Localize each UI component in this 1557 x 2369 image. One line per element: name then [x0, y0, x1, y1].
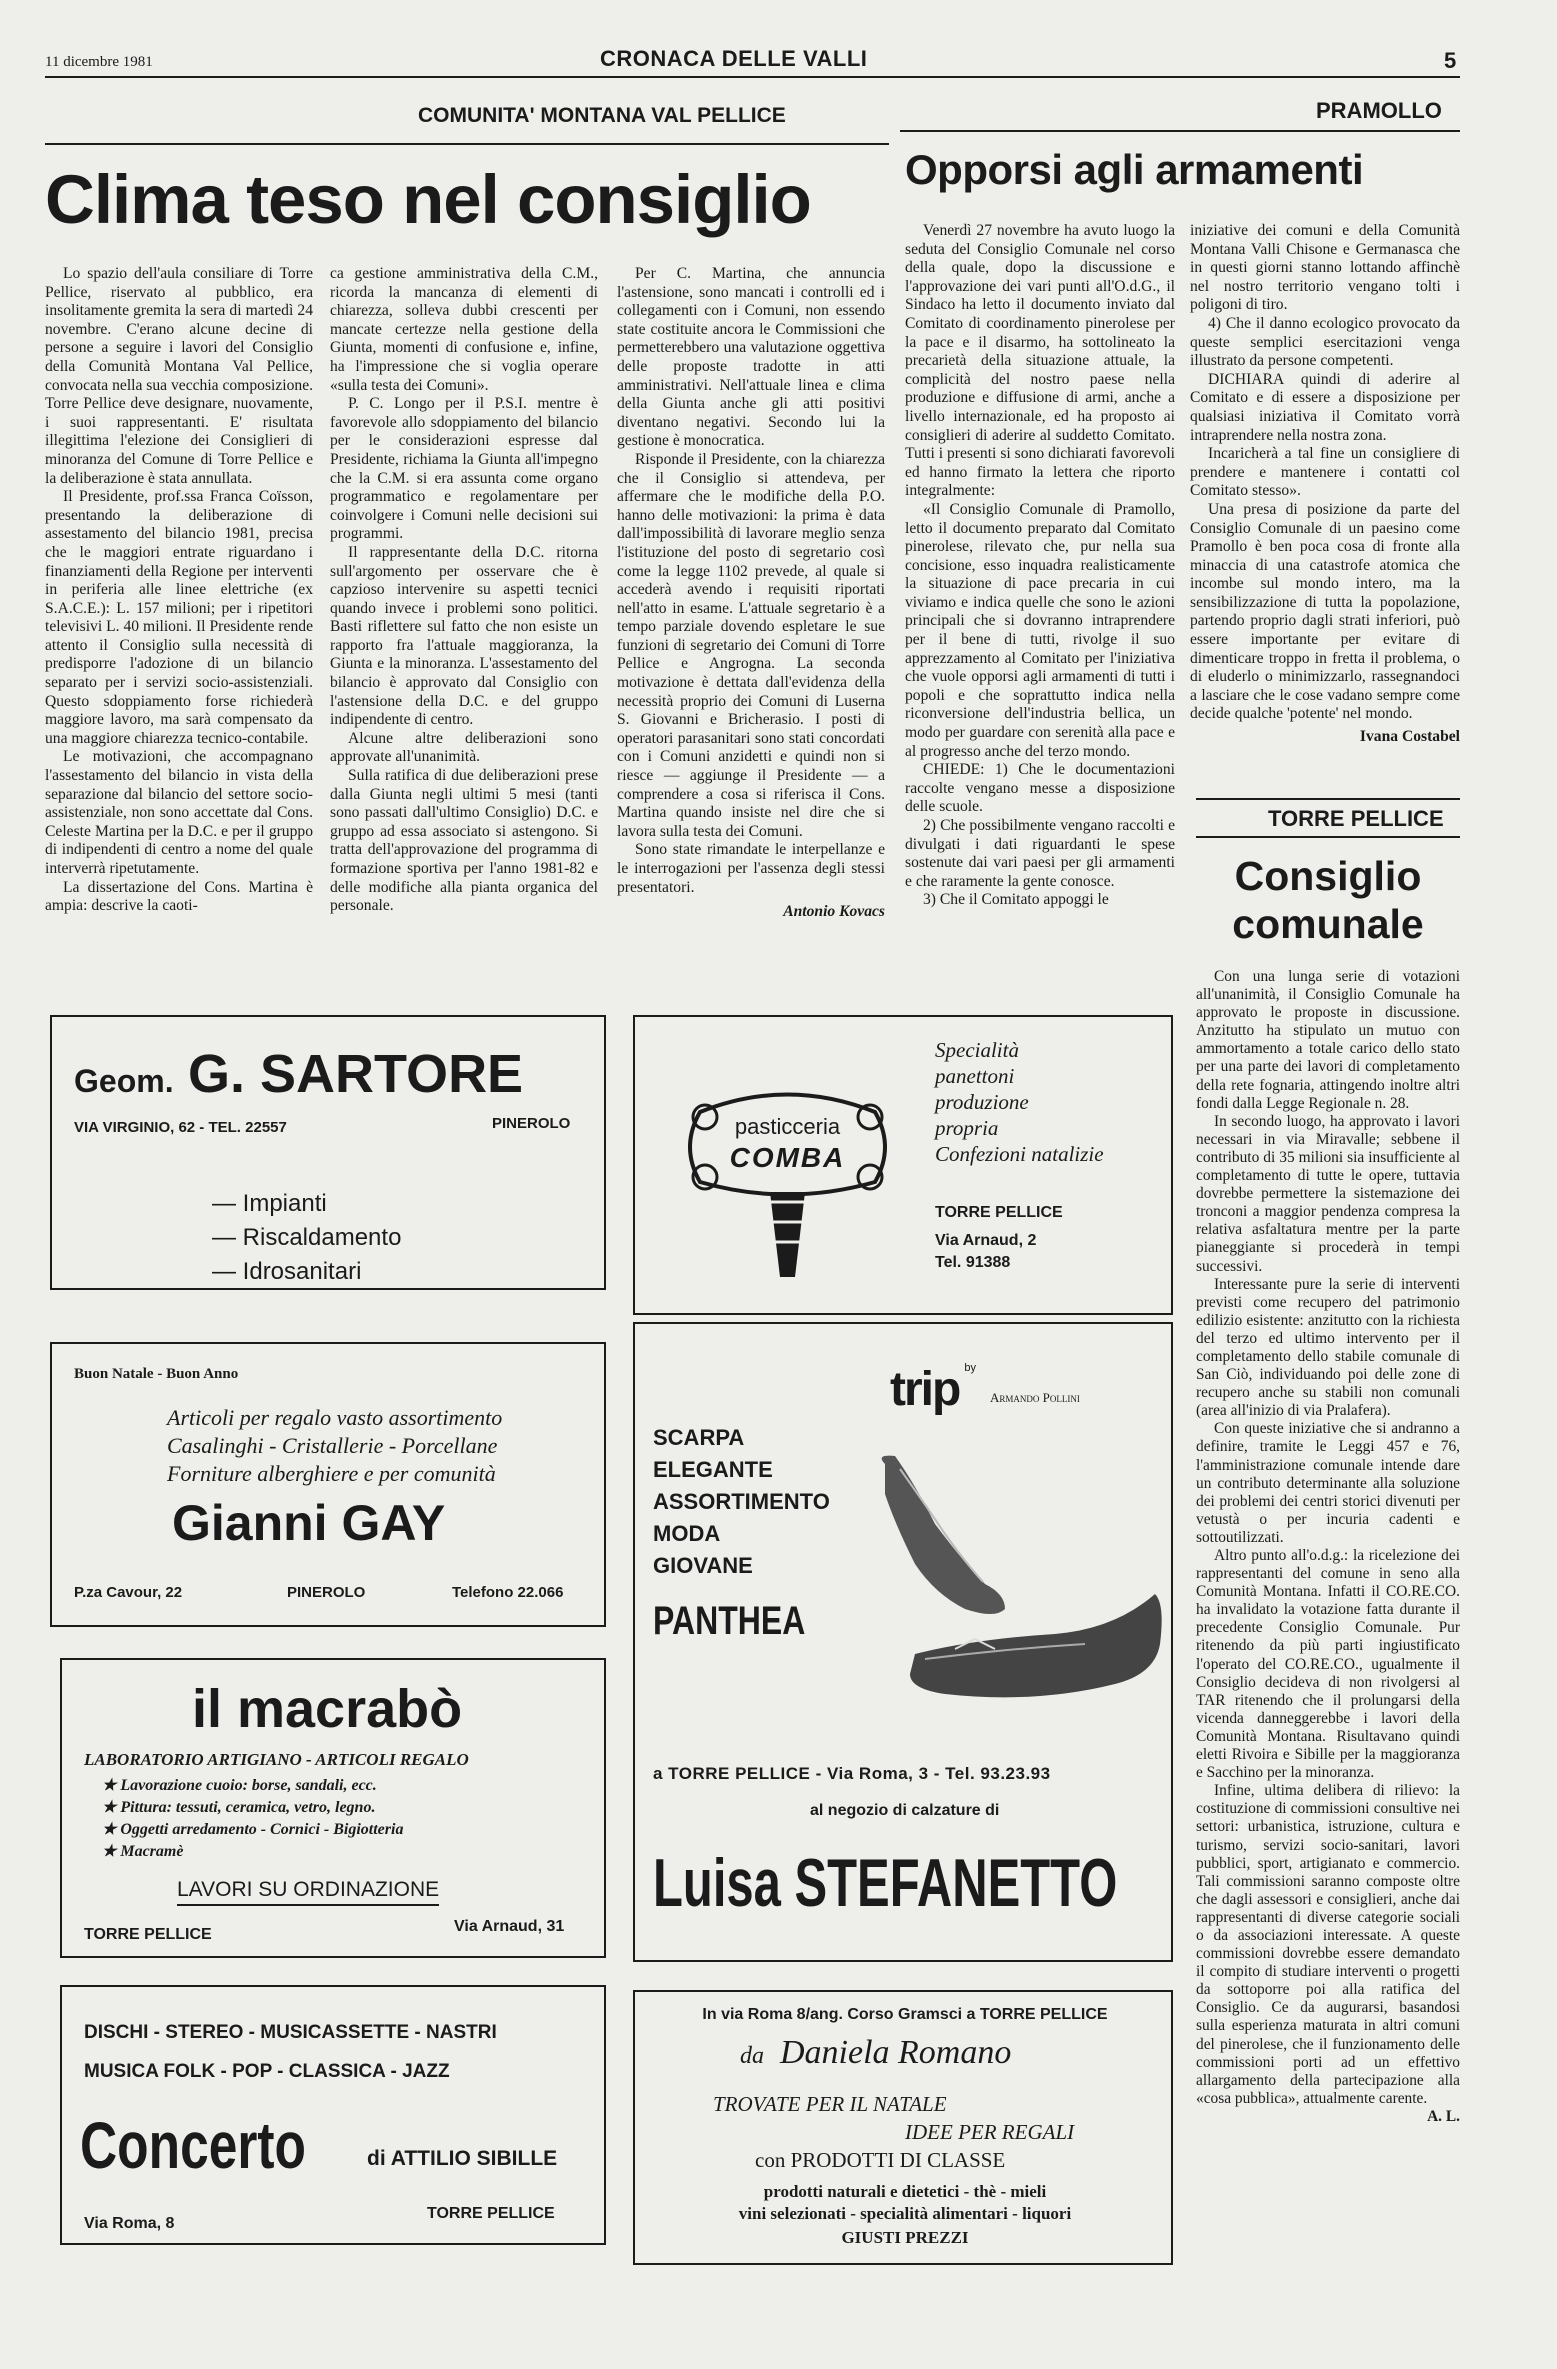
author: Antonio Kovacs	[783, 903, 885, 921]
macrabo-item	[102, 1798, 403, 1818]
specialty-line: produzione	[935, 1090, 1029, 1114]
comba-logo-line1: pasticceria	[734, 1114, 841, 1139]
paragraph: DICHIARA quindi di aderire al Comitato e di essere a disposizione per qualsiasi iniziativa il Comitato vorrà intraprendere nella nostra zona.	[1190, 370, 1460, 444]
romano-name: Daniela Romano	[780, 2034, 1012, 2071]
paragraph: P. C. Longo per il P.S.I. mentre è favorevole allo sdoppiamento del bilancio per le considerazioni espresse dal Presidente, richiama la Giunta all'impegno che la C.M. si era assunta come organo programmatico e regolamentare per coinvolgere i Comuni nelle decisioni sui programmi.	[330, 395, 598, 543]
section-rule	[1196, 836, 1460, 838]
author: Ivana Costabel	[1359, 728, 1460, 746]
ad-concerto	[60, 1985, 606, 2245]
paragraph: Con una lunga serie di votazioni all'unanimità, il Consiglio Comunale ha approvato le proposte in discussione. Anzitutto ha stipulato un mutuo con ammortamento a totale carico dello stato per una parte dei lavori di completamento della rete fognaria, attingendo inoltre altri fondi dalla Legge Regionale n. 28.	[1196, 968, 1460, 1112]
desc-line: Articoli per regalo vasto assortimento	[167, 1405, 503, 1430]
macrabo-item	[102, 1820, 403, 1840]
ad-sartore-title	[74, 1043, 523, 1105]
shoes-panthea: PANTHEA	[653, 1599, 806, 1643]
paragraph: Per C. Martina, che annuncia l'astensione, sono mancati i controlli ed i collegamenti con i Comuni, non essendo state costituite ancora le Commissioni che permetterebbero una valutazione oggettiva delle proposte tradotte in atti amministrativi. Nell'attuale linea e clima della Giunta anche gli atti positivi diventano negativi. Secondo lui la gestione è monocratica.	[617, 265, 885, 450]
paragraph: Altro punto all'o.d.g.: la ricelezione dei rappresentanti del comune in seno alla Comunità Montana. Infatti il CO.RE.CO. ha invalidato la votazione fatta durante il precedente Consiglio Comunale. Pur ritenendo da più parti ingiustificato l'operato del CO.RE.CO., ugualmente il Consiglio decideva di non rivolgersi al TAR ritenendo che il prolungarsi della vicenda danneggerebbe i lavori della Comunità Montana. Risultavano quindi eletti Rivoira e Sibille per la maggioranza e Sacchino per la minoranza.	[1196, 1547, 1460, 1782]
article-column	[1190, 222, 1460, 792]
macrabo-item	[102, 1842, 403, 1862]
specialty-line: Specialità	[935, 1038, 1019, 1062]
macrabo-item-label: Pittura: tessuti, ceramica, vetro, legno.	[120, 1799, 376, 1816]
service-label: Riscaldamento	[242, 1224, 402, 1251]
desc-line: Forniture alberghiere e per comunità	[167, 1461, 496, 1486]
paragraph: Lo spazio dell'aula consiliare di Torre Pellice, riservato al pubblico, era insolitamente gremita la sera di martedì 24 novembre. C'erano alcune decine di persone a seguire i lavori del Consiglio della Comunità Montana Val Pellice, convocata nella sua vecchia composizione. Torre Pellice deve designare, nuovamente, i suoi rappresentanti. E' risultata illegittima l'elezione dei Consiglieri di minoranza del Comune di Torre Pellice e la deliberazione è stata annullata.	[45, 265, 313, 487]
headline-clima: Clima teso nel consiglio	[45, 161, 811, 238]
section-label-torre: TORRE PELLICE	[1268, 806, 1444, 831]
star-icon: ★	[102, 1799, 121, 1816]
author: A. L.	[1427, 2107, 1460, 2125]
section-rule	[900, 130, 1460, 132]
ad-sartore	[50, 1015, 606, 1290]
concerto-line2: MUSICA FOLK - POP - CLASSICA - JAZZ	[84, 2061, 450, 2082]
newspaper-name: CRONACA DELLE VALLI	[600, 46, 868, 71]
macrabo-city: TORRE PELLICE	[84, 1926, 212, 1943]
comba-tel: Tel. 91388	[935, 1254, 1011, 1271]
ad-gay-desc	[97, 1404, 597, 1488]
shoes-line: MODA	[653, 1521, 721, 1546]
paragraph: La dissertazione del Cons. Martina è ampia: descrive la caoti-	[45, 878, 313, 915]
paragraph: Le motivazioni, che accompagnano l'assestamento del bilancio in vista della separazione dal bilancio del settore socio-assistenziale, non sono accettate dal Cons. Celeste Martina per la D.C. e per il gruppo di indipendenti di centro a nome del quale interverrà ripetutamente.	[45, 748, 313, 877]
page-number: 5	[1444, 48, 1457, 73]
paragraph: Il rappresentante della D.C. ritorna sull'argomento per osservare che è capzioso intervenire su aspetti tecnici quando invece i problemi sono politici. Basti riflettere sul fatto che non esiste un rapporto fra l'attuale maggioranza, la Giunta e la minoranza. L'assestamento del bilancio è approvato dal Consiglio con l'astensione della D.C. e del gruppo indipendente di centro.	[330, 543, 598, 729]
comba-contact	[935, 1202, 1063, 1274]
shoe-icon	[855, 1444, 1173, 1724]
article-column	[905, 222, 1175, 1022]
specialty-line: panettoni	[935, 1064, 1015, 1088]
star-icon: ★	[102, 1843, 121, 1860]
article-column	[1196, 968, 1460, 2308]
star-icon: ★	[102, 1777, 121, 1794]
romano-line3	[755, 2148, 1005, 2173]
paragraph: Interessante pure la serie di interventi previsti come recupero del patrimonio edilizio esistente: anzitutto con la richiesta del terzo ed ultimo intervento per il completamento dello stabile comunale di San Ciò, individuando poi delle zone di recupero anche su stabili non comunali (area all'inizio di via Pralafera).	[1196, 1275, 1460, 1420]
ad-stefanetto	[633, 1322, 1173, 1962]
comba-city: TORRE PELLICE	[935, 1204, 1063, 1221]
service-label: Idrosanitari	[242, 1258, 362, 1285]
romano-line2: IDEE PER REGALI	[905, 2120, 1075, 2144]
section-rule	[1196, 798, 1460, 800]
paragraph: Il Presidente, prof.ssa Franca Coïsson, presentando la deliberazione di assestamento del bilancio 1981, precisa che le maggiori entrate riguardano i finanziamenti della Regione per interventi in periferia alle linee elettriche (ex S.A.C.E.): L. 157 milioni; per i ripetitori televisivi L. 40 milioni. Il Presidente rende attento il Consiglio sulla necessità di predisporre l'adozione di un bilancio separato per i servizi socio-assistenziali. Questo sdoppiamento forse richiederà maggiore lavoro, ma sarà compensato da una maggiore chiarezza tecnico-contabile.	[45, 488, 313, 747]
trip-designer: Armando Pollini	[990, 1390, 1080, 1405]
romano-products2: vini selezionati - specialità alimentari - liquori	[738, 2204, 1072, 2223]
shoes-line: ELEGANTE	[653, 1457, 773, 1482]
masthead-rule	[45, 76, 1460, 78]
ad-sartore-services	[212, 1187, 401, 1289]
specialty-line: propria	[935, 1116, 999, 1140]
shoes-tagline: al negozio di calzature di	[810, 1802, 1000, 1819]
ad-comba	[633, 1015, 1173, 1315]
paragraph: 4) Che il danno ecologico provocato da queste semplici esercitazioni venga illustrato da persone competenti.	[1190, 314, 1460, 370]
ad-gay-phone: Telefono 22.066	[452, 1584, 564, 1601]
paragraph: Alcune altre deliberazioni sono approvate all'unanimità.	[330, 729, 598, 766]
paragraph: CHIEDE: 1) Che le documentazioni raccolte vengano messe a disposizione delle scuole.	[905, 761, 1175, 816]
macrabo-name: il macrabò	[192, 1679, 463, 1739]
ad-gay-city: PINEROLO	[287, 1584, 366, 1601]
desc-line: Casalinghi - Cristallerie - Porcellane	[167, 1433, 498, 1458]
concerto-name: Concerto	[80, 2108, 306, 2182]
paragraph: iniziative dei comuni e della Comunità Montana Valli Chisone e Germanasca che in questi giorni stanno lottando affinchè nel nostro territorio vengano tolti i poligoni di tiro.	[1190, 222, 1460, 314]
macrabo-subtitle: LABORATORIO ARTIGIANO - ARTICOLI REGALO	[84, 1750, 469, 1769]
macrabo-item-label: Oggetti arredamento - Cornici - Bigiotteria	[120, 1821, 404, 1838]
section-label-pramollo: PRAMOLLO	[1316, 98, 1442, 123]
romano-prices: GIUSTI PREZZI	[841, 2228, 969, 2247]
ad-daniela-romano	[633, 1990, 1173, 2265]
shoes-lines	[653, 1422, 830, 1582]
paragraph: Sulla ratifica di due deliberazioni prese dalla Giunta negli ultimi 5 mesi (tanti sono passati dall'ultimo Consiglio) D.C. e gruppo ad essa associato si astengono. Si tratta dell'approvazione del programma di formazione sportiva per l'anno 1981-82 e delle modifiche alla pianta organica del personale.	[330, 767, 598, 915]
paragraph: «Il Consiglio Comunale di Pramollo, letto il documento preparato dal Comitato pinerolese, rilevato che, pur nella sua concisione, esso inquadra realisticamente la situazione di pace precaria in cui viviamo e indica quelle che sono le azioni principali che si dovranno intraprendere per il bene di tutti, rivolge il suo apprezzamento al Comitato per l'iniziativa che vuole opporsi agli armamenti di tutti i popoli e che soprattutto indica nella riconversione dell'industria bellica, un modo per guardare con serenità alla pace e al progresso anche del terzo mondo.	[905, 500, 1175, 760]
comba-specialties	[935, 1037, 1104, 1167]
trip-brand: trip	[890, 1363, 960, 1416]
concerto-city: TORRE PELLICE	[427, 2205, 555, 2222]
headline-line: Consiglio	[1234, 853, 1422, 899]
romano-prodotti: PRODOTTI DI CLASSE	[790, 2148, 1006, 2172]
trip-by: by	[964, 1362, 977, 1374]
shoes-address: a TORRE PELLICE - Via Roma, 3 - Tel. 93.23.93	[653, 1764, 1051, 1783]
paragraph: Venerdì 27 novembre ha avuto luogo la seduta del Consiglio Comunale nel corso della quale, dopo la discussione e l'approvazione dei vari punti all'O.d.G., il Sindaco ha letto il documento inviato dal Comitato di coordinamento pinerolese per la pace e il disarmo, ha sottolineato la precarietà della situazione attuale, la complicità del nostro paese nella produzione e diffusione di armi, anche a livello internazionale, ed ha proposto ai consiglieri di aderire al suddetto Comitato. Tutti i presenti si sono dichiarati favorevoli ed hanno firmato la lettera che riporto integralmente:	[905, 222, 1175, 500]
macrabo-item	[102, 1776, 403, 1796]
ad-gianni-gay	[50, 1342, 606, 1627]
comba-logo-line2: COMBA	[729, 1142, 846, 1173]
concerto-owner: di ATTILIO SIBILLE	[367, 2147, 558, 2170]
service-item: — Riscaldamento	[212, 1224, 402, 1251]
macrabo-order: LAVORI SU ORDINAZIONE	[177, 1878, 439, 1906]
concerto-line1: DISCHI - STEREO - MUSICASSETTE - NASTRI	[84, 2022, 497, 2043]
paragraph: Sono state rimandate le interpellanze e le interrogazioni per l'assenza degli stessi presentatori.	[617, 841, 885, 896]
ad-sartore-name: G. SARTORE	[188, 1044, 524, 1104]
ad-macrabo	[60, 1658, 606, 1958]
paragraph: ca gestione amministrativa della C.M., ricorda la mancanza di elementi di chiarezza, solleva dubbi crescenti per mancate certezze nella gestione della Giunta, momenti di confusione e, infine, ha l'impressione che si voglia operare «sulla testa dei Comuni».	[330, 265, 598, 394]
shoes-line: ASSORTIMENTO	[653, 1489, 830, 1514]
service-item: — Idrosanitari	[212, 1258, 362, 1285]
paragraph: 3) Che il Comitato appoggi le	[923, 891, 1109, 909]
service-label: Impianti	[242, 1190, 327, 1217]
paragraph: Infine, ultima delibera di rilievo: la costituzione di commissioni consultive nei settori: urbanistica, istruzione, cultura e turismo, servizi socio-sanitari, lavori pubblici, sport, artigianato e commercio. Tali commissioni saranno composte oltre che dagli assessori e consiglieri, anche dai rappresentanti di diverse categorie sociali o da associazioni interessate. A queste commissioni dovrebbe essere demandato il compito di studiare interventi o progetti da sottoporre poi alla ratifica del Consiglio. Ce da augurarsi, basandosi sulla esperienza maturata in altri comuni del pinerolese, che il funzionamento delle commissioni porti ad un effettivo allargamento della partecipazione alla «cosa pubblica», attualmente carente.	[1196, 1782, 1460, 2107]
article-column	[617, 265, 885, 990]
romano-title	[740, 2034, 1011, 2072]
macrabo-item-label: Macramè	[120, 1843, 184, 1860]
headline-armamenti: Opporsi agli armamenti	[905, 146, 1364, 193]
service-item: — Impianti	[212, 1190, 327, 1217]
comba-logo	[670, 1072, 905, 1282]
comba-ornament-icon	[670, 1072, 905, 1282]
ad-gay-greeting: Buon Natale - Buon Anno	[74, 1366, 239, 1382]
ad-sartore-address: VIA VIRGINIO, 62 - TEL. 22557	[74, 1119, 287, 1136]
romano-location: In via Roma 8/ang. Corso Gramsci a TORRE PELLICE	[702, 2006, 1108, 2023]
macrabo-item-label: Lavorazione cuoio: borse, sandali, ecc.	[120, 1777, 377, 1794]
shoes-name: Luisa STEFANETTO	[653, 1845, 1118, 1921]
paragraph: In secondo luogo, ha approvato i lavori necessari in via Miravalle; sebbene il contributo di 35 milioni sia insufficiente al completamento di tutte le opere, tuttavia dovrebbe permettere la sistemazione dei tronconi a maggior pendenza compresa la relativa asfaltatura mentre per la parte pianeggiante si procederà in tempi successivi.	[1196, 1112, 1460, 1275]
paragraph: Con queste iniziative che si andranno a definire, tramite le Leggi 457 e 76, l'amministrazione comunale intende dare un contributo determinante alla soluzione dei problemi dei centri storici divenuti per vetustà o per incuria cadenti e sottoutilizzati.	[1196, 1420, 1460, 1546]
section-rule	[45, 143, 889, 145]
article-column	[330, 265, 598, 990]
ad-gay-name: Gianni GAY	[172, 1495, 446, 1551]
comba-address: Via Arnaud, 2	[935, 1232, 1037, 1249]
headline-consiglio	[1196, 852, 1460, 948]
concerto-address: Via Roma, 8	[84, 2215, 175, 2232]
shoes-line: GIOVANE	[653, 1553, 753, 1578]
paragraph: Una presa di posizione da parte del Consiglio Comunale di un paesino come Pramollo è ben poca cosa di fronte alla minaccia di una catastrofe atomica che incombe sul mondo intero, ma la sensibilizzazione di tutta la popolazione, partendo proprio dagli strati inferiori, può essere importante per evitare di dimenticare troppo in fretta il problema, o di eluderlo o minimizzarlo, rassegnandoci a lasciare che le cose vadano sempre come decide qualche 'potente' nel mondo.	[1190, 500, 1460, 723]
ad-gay-address: P.za Cavour, 22	[74, 1584, 183, 1601]
trip-logo	[890, 1362, 976, 1417]
paragraph: Risponde il Presidente, con la chiarezza che il Consiglio si attendeva, per affermare che le modifiche della P.O. hanno delle motivazioni: la prima è data dall'impossibilità di lavorare meglio senza l'istituzione del posto di segretario così come la legge 1102 prevede, al quale si accederà avendo i requisiti riportati nell'atto in esame. L'attuale segretario è a tempo parziale dovendo espletare le sue funzioni di segretario dei Comuni di Torre Pellice e Angrogna. La seconda motivazione è dettata dall'evidenza della necessità proprio dei Comuni di Luserna S. Giovanni e Bricherasio. I posti di operatori parasanitari sono stati concordati con i Comuni anzidetti e quindi non si riesce — aggiunge il Presidente — a comprendere a cosa si riferisca il Cons. Martina quando insiste nel dire che si lavora sulla testa dei Comuni.	[617, 450, 885, 840]
romano-line1: TROVATE PER IL NATALE	[713, 2092, 947, 2116]
specialty-line: Confezioni natalizie	[935, 1142, 1104, 1166]
ad-sartore-city: PINEROLO	[492, 1115, 571, 1132]
romano-da: da	[740, 2043, 764, 2069]
shoe-image	[855, 1444, 1173, 1724]
macrabo-items	[102, 1774, 403, 1864]
shoes-line: SCARPA	[653, 1425, 745, 1450]
section-label: COMUNITA' MONTANA VAL PELLICE	[418, 104, 786, 127]
headline-line: comunale	[1232, 901, 1424, 947]
paragraph: Incaricherà a tal fine un consigliere di prendere e mantenere i contatti col Comitato stesso».	[1190, 445, 1460, 500]
paragraph: 2) Che possibilmente vengano raccolti e divulgati i dati riguardanti le spese sostenute dai vari paesi per gli armamenti e che raramente la gente conosce.	[905, 817, 1175, 890]
romano-products1: prodotti naturali e dietetici - thè - mieli	[763, 2182, 1047, 2201]
article-column	[45, 265, 313, 990]
romano-con: con	[755, 2148, 786, 2172]
ad-sartore-prefix: Geom.	[74, 1063, 174, 1099]
macrabo-address: Via Arnaud, 31	[454, 1918, 565, 1935]
star-icon: ★	[102, 1821, 121, 1838]
issue-date: 11 dicembre 1981	[45, 54, 153, 70]
